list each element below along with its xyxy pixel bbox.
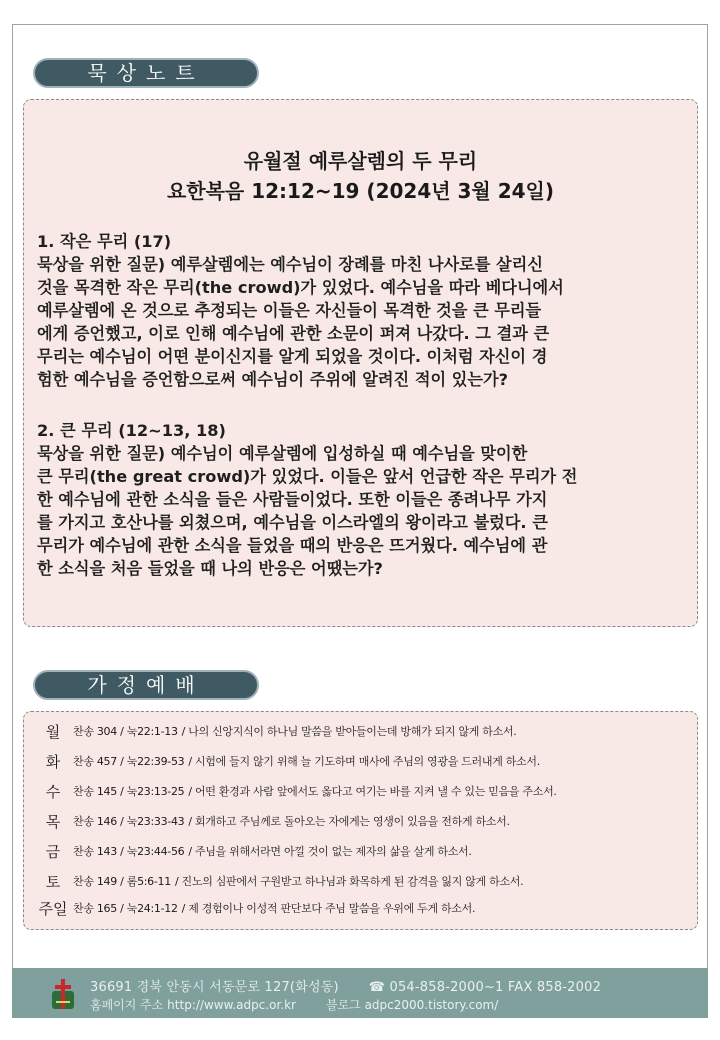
hymn-scripture: 찬송 304 / 눅22:1-13 — [73, 725, 178, 738]
prayer-text: / 회개하고 주님께로 돌아오는 자에게는 영생이 있음을 전하게 하소서. — [188, 815, 510, 828]
question-2-line: 무리가 예수님에 관한 소식을 들었을 때의 반응은 뜨거웠다. 예수님에 관 — [37, 536, 548, 555]
church-phone: ☎ 054-858-2000~1 FAX 858-2002 — [368, 980, 602, 995]
prayer-text: / 주님을 위해서라면 아낄 것이 없는 제자의 삶을 살게 하소서. — [188, 845, 472, 858]
meditation-section-label: 묵상노트 — [33, 58, 259, 88]
footer — [12, 968, 708, 1018]
prayer-text: / 진노의 심판에서 구원받고 하나님과 화목하게 된 감격을 잃지 않게 하소서. — [174, 875, 524, 888]
hymn-scripture: 찬송 149 / 롬5:6-11 — [73, 875, 171, 888]
worship-row-tue — [33, 751, 693, 773]
worship-row-fri — [33, 841, 693, 863]
question-2-line: 큰 무리(the great crowd)가 있었다. 이들은 앞서 언급한 작은 무리가 전 — [37, 467, 578, 486]
day-label: 목 — [45, 813, 61, 831]
day-label: 주일 — [38, 900, 68, 918]
footer-line-2 — [90, 996, 498, 1013]
blog-link[interactable]: 블로그 adpc2000.tistory.com/ — [325, 998, 499, 1012]
meditation-title: 유월절 예루살렘의 두 무리 — [243, 149, 478, 173]
day-label: 화 — [45, 753, 61, 771]
meditation-subtitle: 요한복음 12:12~19 (2024년 3월 24일) — [166, 179, 555, 203]
hymn-scripture: 찬송 457 / 눅22:39-53 — [73, 755, 185, 768]
question-2-line: 를 가지고 호산나를 외쳤으며, 예수님을 이스라엘의 왕이라고 불렀다. 큰 — [37, 513, 548, 532]
prayer-text: / 어떤 환경과 사람 앞에서도 옳다고 여기는 바를 지켜 낼 수 있는 믿음을 주소서. — [188, 785, 557, 798]
question-1-heading: 1. 작은 무리 (17) — [37, 232, 172, 251]
day-label: 월 — [45, 723, 61, 741]
homepage-link[interactable]: 홈페이지 주소 http://www.adpc.or.kr — [90, 998, 296, 1012]
day-label: 금 — [45, 843, 61, 861]
footer-line-1 — [90, 976, 601, 995]
hymn-scripture: 찬송 143 / 눅23:44-56 — [73, 845, 185, 858]
question-2-line: 한 예수님에 관한 소식을 들은 사람들이었다. 또한 이들은 종려나무 가지 — [37, 490, 548, 509]
church-cross-logo-icon — [50, 977, 76, 1011]
question-1-line: 에게 증언했고, 이로 인해 예수님에 관한 소문이 퍼져 나갔다. 그 결과 큰 — [37, 324, 550, 343]
worship-row-sun — [33, 898, 693, 920]
question-1-line: 것을 목격한 작은 무리(the crowd)가 있었다. 예수님을 따라 베다니에서 — [37, 278, 564, 297]
hymn-scripture: 찬송 145 / 눅23:13-25 — [73, 785, 185, 798]
question-2-heading: 2. 큰 무리 (12~13, 18) — [37, 421, 226, 440]
worship-row-wed — [33, 781, 693, 803]
hymn-scripture: 찬송 165 / 눅24:1-12 — [73, 902, 178, 915]
worship-row-sat — [33, 871, 693, 893]
question-2-line: 묵상을 위한 질문) 예수님이 예루살렘에 입성하실 때 예수님을 맞이한 — [37, 444, 528, 463]
day-label: 수 — [45, 783, 61, 801]
question-1-line: 험한 예수님을 증언함으로써 예수님이 주위에 알려진 적이 있는가? — [37, 370, 509, 389]
worship-row-thu — [33, 811, 693, 833]
prayer-text: / 시험에 들지 않기 위해 늘 기도하며 매사에 주님의 영광을 드러내게 하소서. — [188, 755, 540, 768]
worship-row-mon — [33, 721, 693, 743]
question-2 — [37, 419, 687, 580]
day-label: 토 — [45, 873, 61, 891]
question-1-line: 묵상을 위한 질문) 예루살렘에는 예수님이 장례를 마친 나사로를 살리신 — [37, 255, 543, 274]
prayer-text: / 나의 신앙지식이 하나님 말씀을 받아들이는데 방해가 되지 않게 하소서. — [181, 725, 517, 738]
question-1-line: 무리는 예수님이 어떤 분이신지를 알게 되었을 것이다. 이처럼 자신이 경 — [37, 347, 548, 366]
question-1 — [37, 230, 687, 391]
hymn-scripture: 찬송 146 / 눅23:33-43 — [73, 815, 185, 828]
prayer-text: / 제 경험이나 이성적 판단보다 주님 말씀을 우위에 두게 하소서. — [181, 902, 476, 915]
family-worship-section-label: 가정예배 — [33, 670, 259, 700]
church-address: 36691 경북 안동시 서동문로 127(화성동) — [90, 980, 339, 995]
question-2-line: 한 소식을 처음 들었을 때 나의 반응은 어땠는가? — [37, 559, 383, 578]
question-1-line: 예루살렘에 온 것으로 추정되는 이들은 자신들이 목격한 것을 큰 무리들 — [37, 301, 542, 320]
